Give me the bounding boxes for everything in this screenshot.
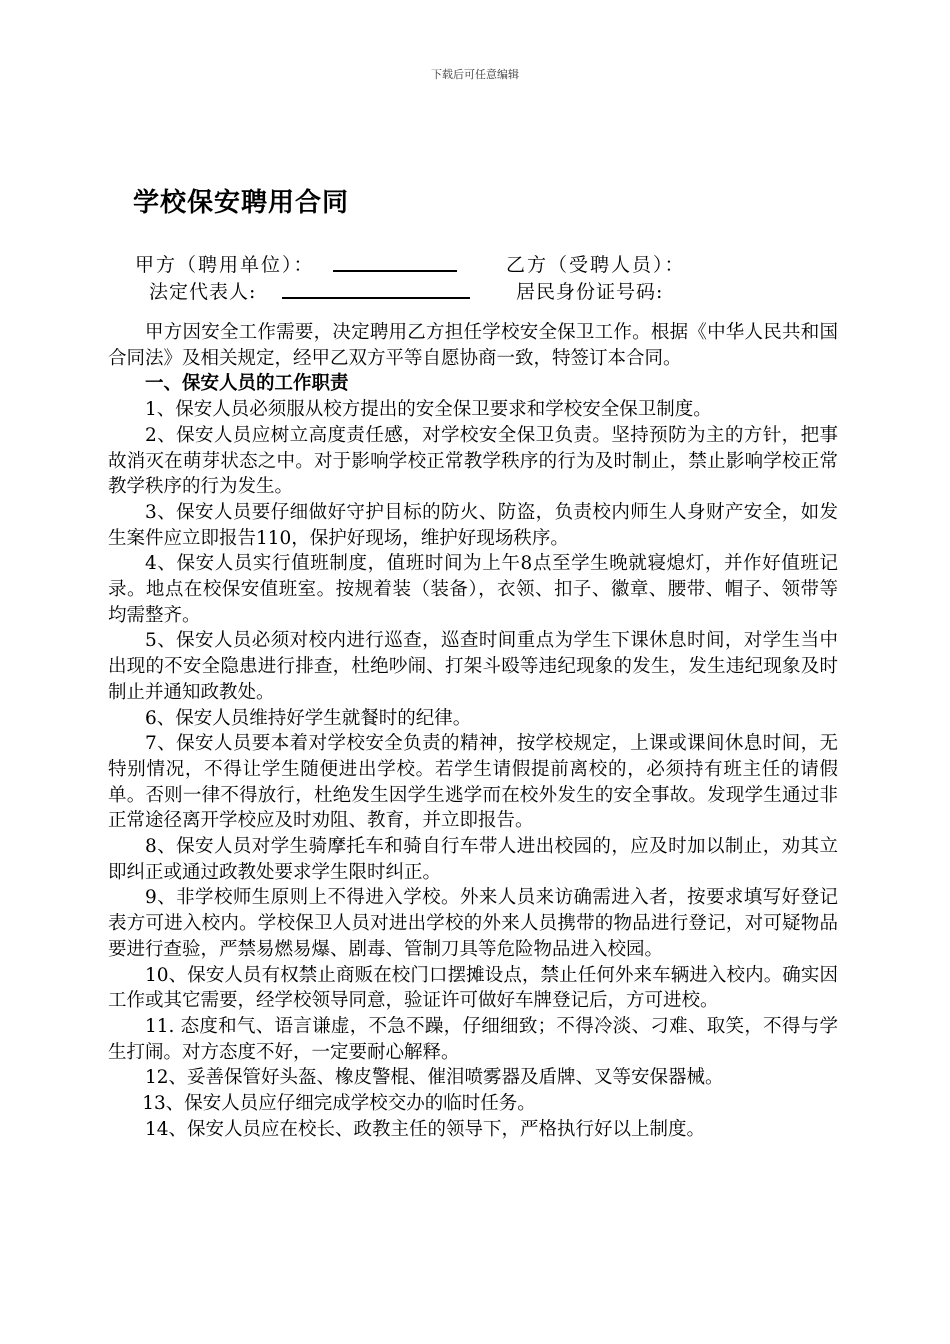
duty-item: 14、保安人员应在校长、政教主任的领导下，严格执行好以上制度。 [145,1118,706,1140]
duty-item: 1、保安人员必须服从校方提出的安全保卫要求和学校安全保卫制度。 [145,399,712,421]
legal-rep-label: 法定代表人: [149,281,257,303]
duty-item: 6、保安人员维持好学生就餐时的纪律。 [145,707,472,729]
section-heading: 一、保安人员的工作职责 [145,373,349,395]
duty-item: 12、妥善保管好头盔、橡皮警棍、催泪喷雾器及盾牌、叉等安保器械。 [145,1067,724,1089]
id-number-label: 居民身份证号码: [516,281,664,303]
duty-item: 4、保安人员实行值班制度，值班时间为上午8点至学生晚就寝熄灯，并作好值班记录。地点在校保安值班室。按规着装（装备），衣领、扣子、徽章、腰带、帽子、领带等均需整齐。 [108,553,838,626]
party-a-blank [333,270,457,272]
party-a-label: 甲方（聘用单位）： [135,254,315,276]
duty-item: 5、保安人员必须对校内进行巡查，巡查时间重点为学生下课休息时间，对学生当中出现的不安全隐患进行排查，杜绝吵闹、打架斗殴等违纪现象的发生，发生违纪现象及时制止并通知政教处。 [108,630,838,703]
legal-rep-blank [282,297,470,299]
party-row-2 [0,277,950,305]
party-b-label: 乙方（受聘人员）： [506,254,686,276]
duty-item: 11. 态度和气、语言谦虚，不急不躁，仔细细致；不得冷淡、刁难、取笑，不得与学生打闹。对方态度不好，一定要耐心解释。 [108,1015,838,1063]
duty-item: 10、保安人员有权禁止商贩在校门口摆摊设点，禁止任何外来车辆进入校内。确实因工作或其它需要，经学校领导同意，验证许可做好车牌登记后，方可进校。 [108,964,838,1012]
header-note: 下载后可任意编辑 [431,68,519,81]
duty-item: 3、保安人员要仔细做好守护目标的防火、防盗，负责校内师生人身财产安全，如发生案件应立即报告110，保护好现场，维护好现场秩序。 [108,501,838,549]
intro-paragraph: 甲方因安全工作需要，决定聘用乙方担任学校安全保卫工作。根据《中华人民共和国合同法》及相关规定，经甲乙双方平等自愿协商一致，特签订本合同。 [108,322,838,369]
contract-body [108,320,838,1143]
duty-item: 8、保安人员对学生骑摩托车和骑自行车带人进出校园的，应及时加以制止，劝其立即纠正或通过政教处要求学生限时纠正。 [108,836,838,883]
document-title: 学校保安聘用合同 [133,188,350,218]
duty-item: 13、保安人员应仔细完成学校交办的临时任务。 [142,1093,536,1115]
party-row-1 [0,250,950,278]
duty-item: 2、保安人员应树立高度责任感，对学校安全保卫负责。坚持预防为主的方针，把事故消灭在萌芽状态之中。对于影响学校正常教学秩序的行为及时制止，禁止影响学校正常教学秩序的行为发生。 [108,424,838,498]
duty-item: 9、非学校师生原则上不得进入学校。外来人员来访确需进入者，按要求填写好登记表方可进入校内。学校保卫人员对进出学校的外来人员携带的物品进行登记，对可疑物品要进行查验，严禁易燃易爆、剧毒、管制刀具等危险物品进入校园。 [108,887,838,960]
duty-item: 7、保安人员要本着对学校安全负责的精神，按学校规定，上课或课间休息时间，无特别情况，不得让学生随便进出学校。若学生请假提前离校的，必须持有班主任的请假单。否则一律不得放行，杜绝发生因学生逃学而在校外发生的安全事故。发现学生通过非正常途径离开学校应及时劝阻、教育，并立即报告。 [108,733,838,832]
